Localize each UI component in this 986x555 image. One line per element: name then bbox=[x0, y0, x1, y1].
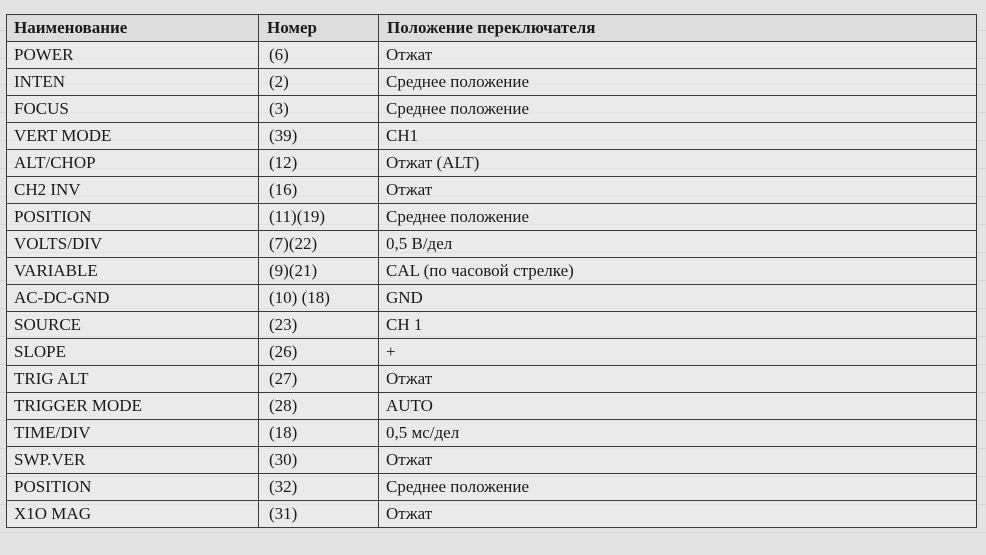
control-number: (27) bbox=[259, 366, 379, 393]
control-name: SWP.VER bbox=[7, 447, 259, 474]
table-row bbox=[7, 474, 977, 501]
table-row bbox=[7, 447, 977, 474]
table-row bbox=[7, 69, 977, 96]
table-row bbox=[7, 312, 977, 339]
switch-position: CAL (по часовой стрелке) bbox=[379, 258, 977, 285]
control-name: INTEN bbox=[7, 69, 259, 96]
control-name: POWER bbox=[7, 42, 259, 69]
header-number: Номер bbox=[259, 15, 379, 42]
table-row bbox=[7, 285, 977, 312]
table-row bbox=[7, 204, 977, 231]
table-header-row bbox=[7, 15, 977, 42]
control-number: (31) bbox=[259, 501, 379, 528]
control-number: (26) bbox=[259, 339, 379, 366]
switch-position: 0,5 мс/дел bbox=[379, 420, 977, 447]
control-name: X1O MAG bbox=[7, 501, 259, 528]
switch-position: Отжат bbox=[379, 501, 977, 528]
control-name: CH2 INV bbox=[7, 177, 259, 204]
switch-position: Среднее положение bbox=[379, 96, 977, 123]
switch-position: Отжат bbox=[379, 177, 977, 204]
switch-position: CH1 bbox=[379, 123, 977, 150]
table-row bbox=[7, 420, 977, 447]
control-name: AC-DC-GND bbox=[7, 285, 259, 312]
table-row bbox=[7, 393, 977, 420]
control-name: FOCUS bbox=[7, 96, 259, 123]
control-name: SLOPE bbox=[7, 339, 259, 366]
switch-position: Отжат bbox=[379, 42, 977, 69]
control-number: (10) (18) bbox=[259, 285, 379, 312]
control-number: (28) bbox=[259, 393, 379, 420]
table-row bbox=[7, 123, 977, 150]
switch-position: Среднее положение bbox=[379, 69, 977, 96]
control-number: (32) bbox=[259, 474, 379, 501]
switch-position: Отжат (ALT) bbox=[379, 150, 977, 177]
control-number: (39) bbox=[259, 123, 379, 150]
control-name: POSITION bbox=[7, 204, 259, 231]
control-name: VARIABLE bbox=[7, 258, 259, 285]
control-name: POSITION bbox=[7, 474, 259, 501]
control-name: TIME/DIV bbox=[7, 420, 259, 447]
control-name: TRIGGER MODE bbox=[7, 393, 259, 420]
control-number: (16) bbox=[259, 177, 379, 204]
table-row bbox=[7, 339, 977, 366]
table-row bbox=[7, 366, 977, 393]
control-number: (3) bbox=[259, 96, 379, 123]
control-name: VOLTS/DIV bbox=[7, 231, 259, 258]
control-name: VERT MODE bbox=[7, 123, 259, 150]
switch-position: + bbox=[379, 339, 977, 366]
switch-position: AUTO bbox=[379, 393, 977, 420]
control-number: (30) bbox=[259, 447, 379, 474]
switch-settings-table bbox=[6, 14, 977, 528]
control-name: TRIG ALT bbox=[7, 366, 259, 393]
switch-position: Среднее положение bbox=[379, 474, 977, 501]
switch-position: CH 1 bbox=[379, 312, 977, 339]
switch-position: 0,5 В/дел bbox=[379, 231, 977, 258]
table-row bbox=[7, 96, 977, 123]
table-row bbox=[7, 258, 977, 285]
switch-position: Отжат bbox=[379, 366, 977, 393]
header-name: Наименование bbox=[7, 15, 259, 42]
table-row bbox=[7, 177, 977, 204]
control-number: (2) bbox=[259, 69, 379, 96]
control-name: SOURCE bbox=[7, 312, 259, 339]
control-number: (7)(22) bbox=[259, 231, 379, 258]
switch-settings-table-container bbox=[6, 14, 976, 528]
control-number: (23) bbox=[259, 312, 379, 339]
table-row bbox=[7, 231, 977, 258]
control-number: (11)(19) bbox=[259, 204, 379, 231]
table-row bbox=[7, 150, 977, 177]
table-row bbox=[7, 42, 977, 69]
control-number: (18) bbox=[259, 420, 379, 447]
header-switch-position: Положение переключателя bbox=[379, 15, 977, 42]
control-name: ALT/CHOP bbox=[7, 150, 259, 177]
switch-position: GND bbox=[379, 285, 977, 312]
switch-position: Отжат bbox=[379, 447, 977, 474]
control-number: (9)(21) bbox=[259, 258, 379, 285]
control-number: (12) bbox=[259, 150, 379, 177]
switch-position: Среднее положение bbox=[379, 204, 977, 231]
control-number: (6) bbox=[259, 42, 379, 69]
table-row bbox=[7, 501, 977, 528]
